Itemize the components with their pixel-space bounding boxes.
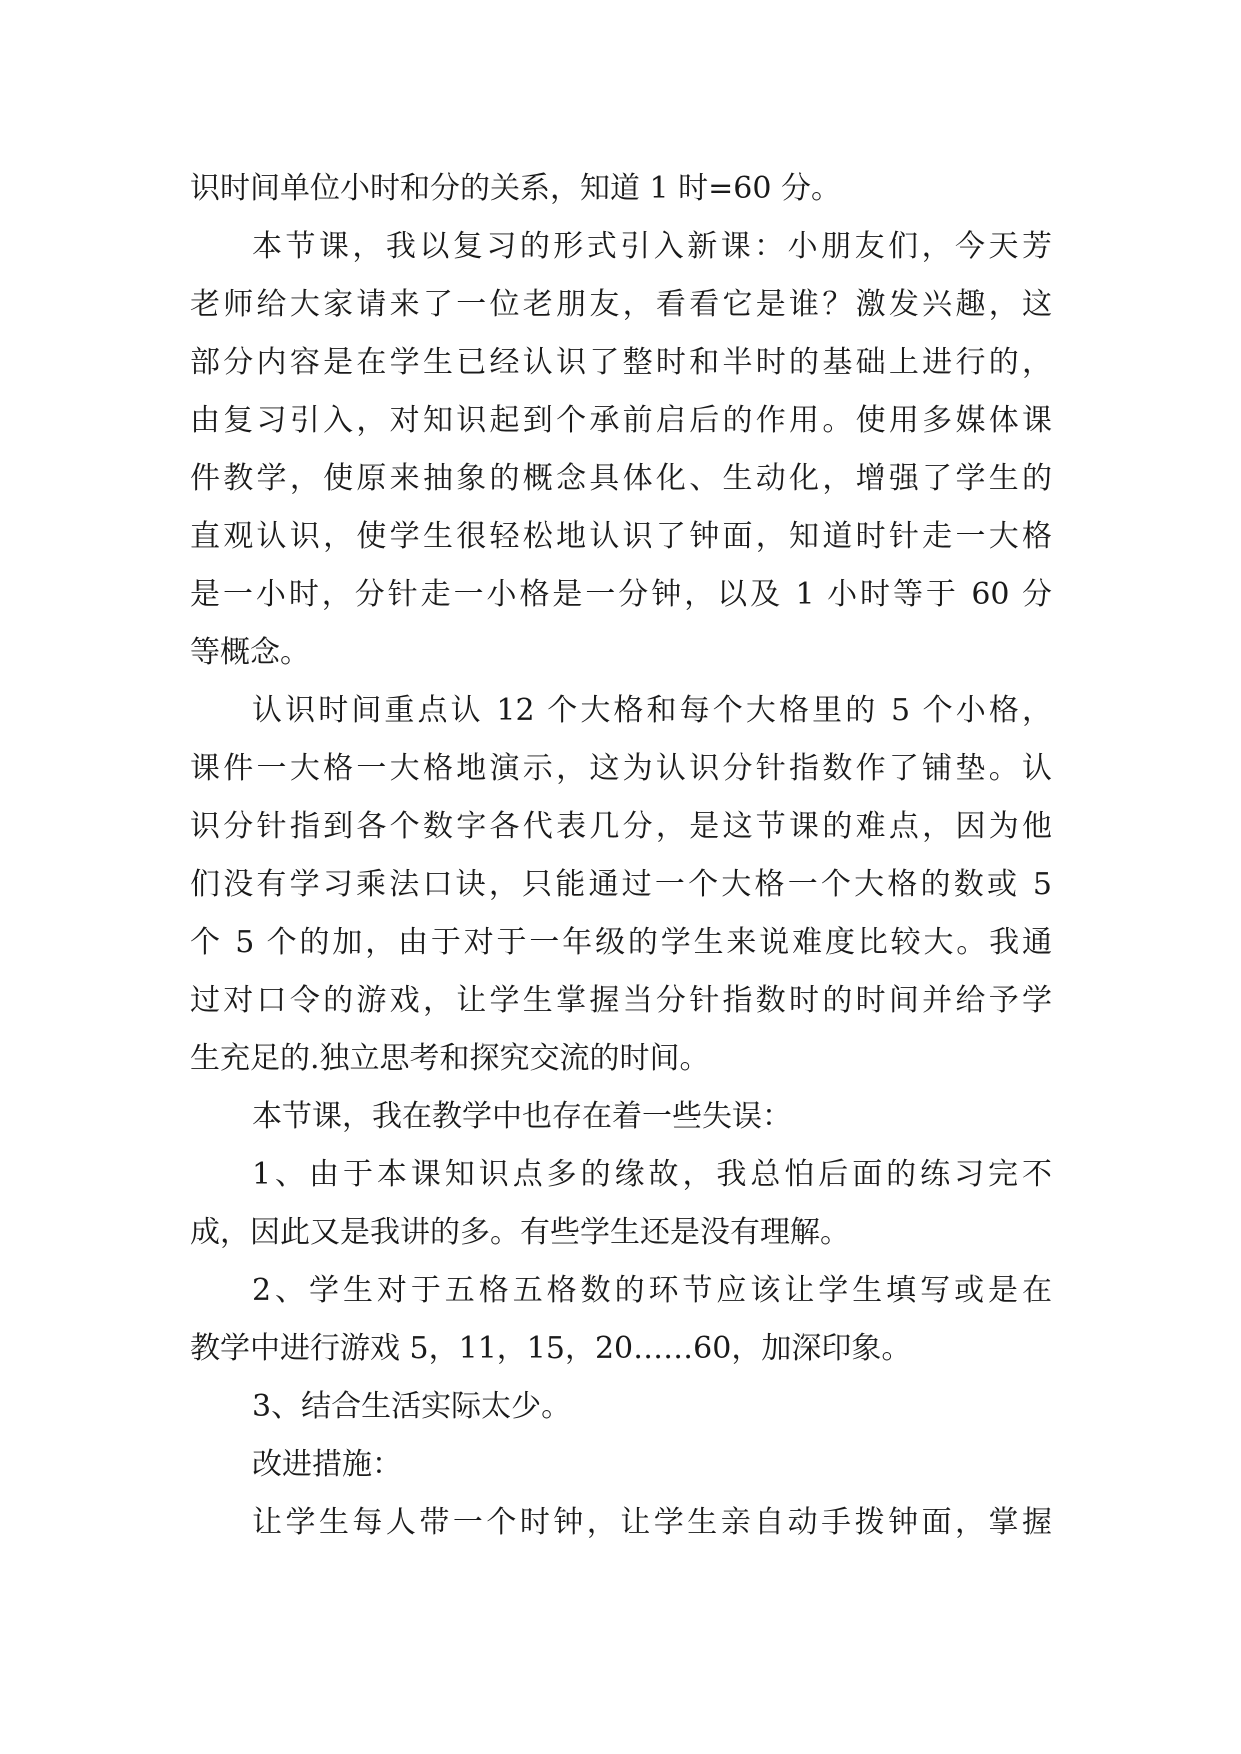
text-line: 老师给大家请来了一位老朋友，看看它是谁？激发兴趣，这 — [190, 287, 1052, 322]
text-line: 让学生每人带一个时钟，让学生亲自动手拨钟面，掌握 — [252, 1505, 1052, 1540]
text-line: 个 5 个的加，由于对于一年级的学生来说难度比较大。我通 — [190, 925, 1052, 960]
text-line: 改进措施： — [252, 1447, 402, 1482]
text-line: 3、结合生活实际太少。 — [252, 1389, 572, 1424]
text-line: 成，因此又是我讲的多。有些学生还是没有理解。 — [190, 1215, 850, 1250]
text-line: 认识时间重点认 12 个大格和每个大格里的 5 个小格， — [252, 693, 1052, 728]
text-line: 部分内容是在学生已经认识了整时和半时的基础上进行的， — [190, 345, 1052, 380]
text-line: 本节课，我在教学中也存在着一些失误： — [252, 1099, 792, 1134]
text-line: 们没有学习乘法口诀，只能通过一个大格一个大格的数或 5 — [190, 867, 1052, 902]
text-line: 教学中进行游戏 5，11，15，20……60，加深印象。 — [190, 1331, 912, 1366]
text-line: 等概念。 — [190, 635, 310, 670]
text-line: 件教学，使原来抽象的概念具体化、生动化，增强了学生的 — [190, 461, 1052, 496]
text-line: 课件一大格一大格地演示，这为认识分针指数作了铺垫。认 — [190, 751, 1052, 786]
text-line: 直观认识，使学生很轻松地认识了钟面，知道时针走一大格 — [190, 519, 1052, 554]
text-line: 生充足的.独立思考和探究交流的时间。 — [190, 1041, 710, 1076]
text-line: 是一小时，分针走一小格是一分钟，以及 1 小时等于 60 分 — [190, 577, 1052, 612]
text-line: 识时间单位小时和分的关系，知道 1 时=60 分。 — [190, 171, 842, 206]
text-line: 2、学生对于五格五格数的环节应该让学生填写或是在 — [252, 1273, 1052, 1308]
document-body — [190, 160, 1052, 1552]
text-line: 过对口令的游戏，让学生掌握当分针指数时的时间并给予学 — [190, 983, 1052, 1018]
text-line: 识分针指到各个数字各代表几分，是这节课的难点，因为他 — [190, 809, 1052, 844]
text-line: 1、由于本课知识点多的缘故，我总怕后面的练习完不 — [252, 1157, 1052, 1192]
text-line: 由复习引入，对知识起到个承前启后的作用。使用多媒体课 — [190, 403, 1052, 438]
text-line: 本节课，我以复习的形式引入新课：小朋友们，今天芳 — [252, 229, 1052, 264]
